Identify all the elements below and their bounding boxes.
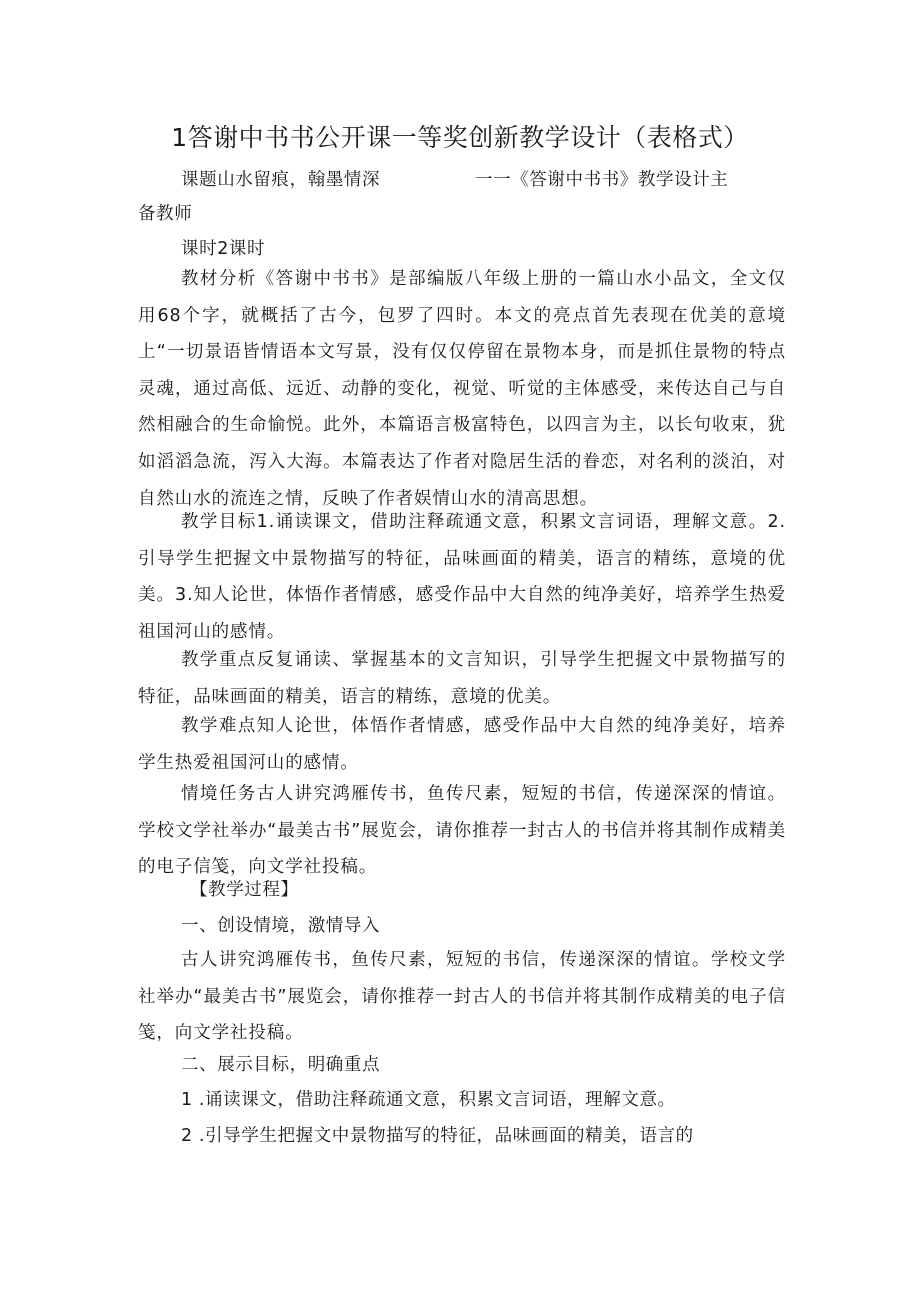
section-1-body: 古人讲究鸿雁传书，鱼传尺素，短短的书信，传递深深的情谊。学校文学社举办“最美古书”展览会，请你推荐一封古人的书信并将其制作成精美的电子信笺，向文学社投稿。 [138,950,786,1044]
situation-task-paragraph: 情境任务古人讲究鸿雁传书，鱼传尺素，短短的书信，传递深深的情谊。学校文学社举办“最美古书”展览会，请你推荐一封古人的书信并将其制作成精美的电子信笺，向文学社投稿。 [138,784,786,878]
topic-subtitle: 一一《答谢中书书》教学设计主 [475,170,729,190]
key-points-paragraph: 教学重点反复诵读、掌握基本的文言知识，引导学生把握文中景物描写的特征，品味画面的精美，语言的精练，意境的优美。 [138,650,786,707]
topic-label: 课题山水留痕，翰墨情深 [181,170,381,190]
goal-item-1: 1 .诵读课文，借助注释疏通文意，积累文言词语，理解文意。 [181,1090,676,1110]
goal-item-2: 2 .引导学生把握文中景物描写的特征，品味画面的精美，语言的 [181,1126,694,1146]
teaching-goals-paragraph: 教学目标1.诵读课文，借助注释疏通文意，积累文言词语，理解文意。2.引导学生把握文中景物描写的特征，品味画面的精美，语言的精练，意境的优美。3.知人论世，体悟作者情感，感受作品中大自然的纯净美好，培养学生热爱祖国河山的感情。 [138,512,786,642]
difficulties-paragraph: 教学难点知人论世，体悟作者情感，感受作品中大自然的纯净美好，培养学生热爱祖国河山的感情。 [138,716,786,773]
section-2-heading: 二、展示目标，明确重点 [181,1055,381,1075]
class-hours: 课时2课时 [181,239,266,259]
process-heading: 【教学过程】 [190,880,299,900]
section-1-heading: 一、创设情境，激情导入 [181,916,381,936]
document-title: 1答谢中书书公开课一等奖创新教学设计（表格式） [171,123,749,152]
teacher-line: 备教师 [138,204,193,224]
material-analysis-paragraph: 教材分析《答谢中书书》是部编版八年级上册的一篇山水小品文，全文仅用68个字，就概括了古今，包罗了四时。本文的亮点首先表现在优美的意境上“一切景语皆情语本文写景，没有仅仅停留在景物本身，而是抓住景物的特点灵魂，通过高低、远近、动静的变化，视觉、听觉的主体感受，来传达自己与自然相融合的生命愉悦。此外，本篇语言极富特色，以四言为主，以长句收束，犹如滔滔急流，泻入大海。本篇表达了作者对隐居生活的眷恋，对名利的淡泊，对自然山水的流连之情，反映了作者娱情山水的清高思想。 [138,269,786,509]
